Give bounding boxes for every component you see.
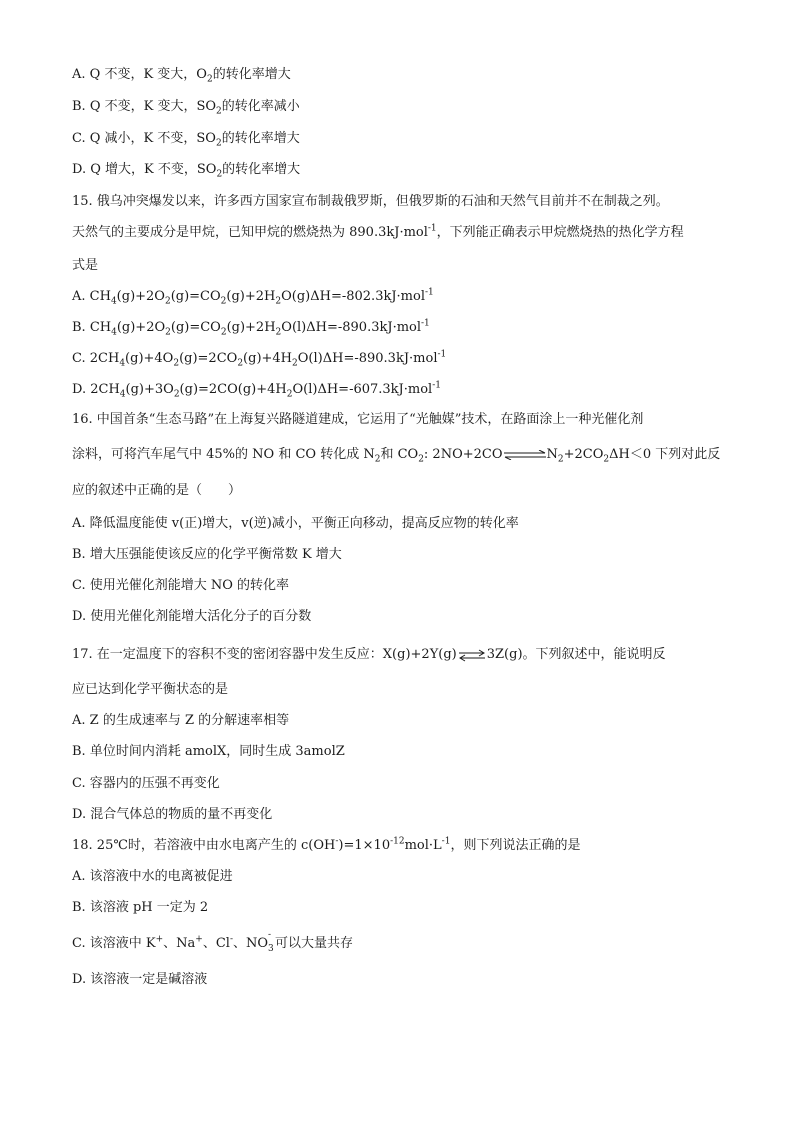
text: 的转化率增大 [222,162,301,177]
enthalpy: ΔH=-802.3kJ·mol [310,289,425,304]
text: D. 2CH [72,382,120,397]
text: (g)+2O [116,320,166,335]
q14-option-c [72,129,300,149]
q15-stem-line3 [72,256,98,276]
superscript: -1 [432,380,441,391]
text: (g)=CO [170,320,221,335]
subscript: 2 [418,454,424,465]
q17-stem-line1 [72,645,666,665]
text: 可以大量共存 [275,936,354,951]
q14-option-a [72,65,291,85]
superscript: - [335,836,339,847]
subscript: 2 [557,454,564,465]
subscript: 4 [110,296,117,307]
superscript: - [229,934,233,945]
q17-option-c [72,774,220,794]
text: 式是 [72,258,99,273]
nitrate-charge-index [268,929,275,954]
text: 应的叙述中正确的是（ ） [72,483,242,498]
q16-option-c [72,576,289,596]
text: ，下列能正确表示甲烷燃烧热的热化学方程 [436,225,684,240]
text: )=1×10 [338,838,391,853]
text: (g)+4O [125,351,174,366]
superscript: -1 [437,349,447,360]
text: D. 混合气体总的物质的量不再变化 [72,807,273,822]
text: 15. 俄乌冲突爆发以来，许多西方国家宣布制裁俄罗斯，但俄罗斯的石油和天然气目前并不在制裁之列。 [72,194,669,209]
q18-option-a [72,867,233,887]
text: 应已达到化学平衡状态的是 [72,682,229,697]
superscript: -1 [441,836,451,847]
text: O(g) [281,289,311,304]
superscript: + [195,934,203,945]
reversible-arrows-icon [457,648,487,662]
q18-option-c [72,929,354,954]
text: C. 2CH [72,351,120,366]
text: (g)=CO [170,289,221,304]
subscript: 2 [215,138,222,149]
q15-option-c [72,349,446,369]
q18-option-b [72,898,208,918]
q17-option-d [72,805,272,825]
text: D. 该溶液一定是碱溶液 [72,972,208,987]
enthalpy: ΔH=-607.3kJ·mol [317,382,433,397]
text: 17. 在一定温度下的容积不变的密闭容器中发生反应：X(g)+2Y(g) [72,647,457,662]
text: (g)+3O [125,382,174,397]
q15-stem-line1 [72,192,669,212]
text: 和 CO [380,447,419,462]
equilibrium-arrows-icon [503,450,547,460]
text: C. 容器内的压强不再变化 [72,776,220,791]
text: 16. 中国首条“生态马路”在上海复兴路隧道建成，它运用了“光触媒”技术，在路面涂上一种光催化剂 [72,412,644,427]
q16-option-b [72,545,342,565]
subscript: 4 [119,389,126,400]
q16-stem-line1 [72,410,643,430]
text: 18. 25℃时，若溶液中由水电离产生的 c(OH [72,838,336,853]
subscript: 2 [603,454,610,465]
q17-option-a [72,711,289,731]
text: O(l) [281,320,307,335]
text: 的转化率增大 [221,131,300,146]
q18-stem-line1 [72,836,580,856]
superscript: - [268,929,272,940]
text: C. 该溶液中 K [72,936,156,951]
q15-option-a [72,287,434,307]
subscript: 2 [275,296,282,307]
text: +2CO [563,447,604,462]
text: B. 单位时间内消耗 amolX，同时生成 3amolZ [72,744,345,759]
text: 、NO [232,936,269,951]
text: A. 降低温度能使 v(正)增大，v(逆)减小，平衡正向移动，提高反应物的转化率 [72,516,519,531]
superscript: -12 [390,836,405,847]
text: C. 使用光催化剂能增大 NO 的转化率 [72,578,290,593]
text: A. CH [72,289,111,304]
text: 、Na [163,936,196,951]
text: A. Q 不变，K 变大，O [72,67,207,82]
text: D. Q 增大，K 不变，SO [72,162,217,177]
text: ΔH＜0 下列对此反 [609,447,721,462]
text: B. Q 不变，K 变大，SO [72,99,217,114]
text: D. 使用光催化剂能增大活化分子的百分数 [72,609,312,624]
subscript: 2 [292,358,298,369]
text: (g)+2O [116,289,165,304]
subscript: 2 [173,389,180,400]
text: mol·L [404,838,442,853]
subscript: 2 [216,169,223,180]
q16-option-a [72,514,519,534]
text: ，则下列说法正确的是 [450,838,581,853]
q17-option-b [72,742,345,762]
subscript: 2 [220,327,227,338]
text: (g)+2H [226,289,276,304]
subscript: 2 [237,358,244,369]
subscript: 2 [165,327,171,338]
q15-option-b [72,318,430,338]
text: A. 该溶液中水的电离被促进 [72,869,233,884]
q17-stem-line2 [72,680,228,700]
text: 、Cl [202,936,230,951]
text: N [546,447,558,462]
subscript: 2 [220,296,227,307]
text: 3Z(g)。下列叙述中，能说明反 [486,647,666,662]
text: 涂料，可将汽车尾气中 45%的 NO 和 CO 转化成 N [72,447,375,462]
subscript: 2 [206,74,213,85]
text: O(l) [297,351,323,366]
enthalpy: ΔH=-890.3kJ·mol [306,320,422,335]
text: 的转化率增大 [212,67,291,82]
subscript: 2 [173,358,180,369]
enthalpy: ΔH=-890.3kJ·mol [322,351,438,366]
text: 的转化率减小 [221,99,300,114]
subscript: 2 [216,106,222,117]
text: O(l) [292,382,318,397]
q14-option-d [72,160,300,180]
q16-stem-line2 [72,445,720,465]
text: (g)=2CO(g)+4H [179,382,287,397]
subscript: 4 [111,327,117,338]
text: B. 该溶液 pH 一定为 2 [72,900,209,915]
superscript: -1 [427,223,437,234]
subscript: 3 [268,943,274,954]
text: A. Z 的生成速率与 Z 的分解速率相等 [72,713,290,728]
text: B. CH [72,320,112,335]
subscript: 2 [275,327,282,338]
q14-option-b [72,97,300,117]
subscript: 2 [374,454,381,465]
text: (g)=2CO [179,351,238,366]
superscript: + [155,934,164,945]
text: (g)+4H [243,351,293,366]
text: B. 增大压强能使该反应的化学平衡常数 K 增大 [72,547,342,562]
superscript: -1 [421,318,430,329]
subscript: 2 [164,296,171,307]
q18-option-d [72,970,207,990]
q15-option-d [72,380,441,400]
superscript: -1 [425,287,434,298]
text: : 2NO+2CO [423,447,503,462]
text: (g)+2H [226,320,276,335]
text: 天然气的主要成分是甲烷，已知甲烷的燃烧热为 890.3kJ·mol [72,225,428,240]
q16-stem-line3 [72,481,241,501]
q15-stem-line2 [72,223,684,243]
subscript: 2 [286,389,293,400]
subscript: 4 [119,358,126,369]
q16-option-d [72,607,311,627]
text: C. Q 减小，K 不变，SO [72,131,216,146]
